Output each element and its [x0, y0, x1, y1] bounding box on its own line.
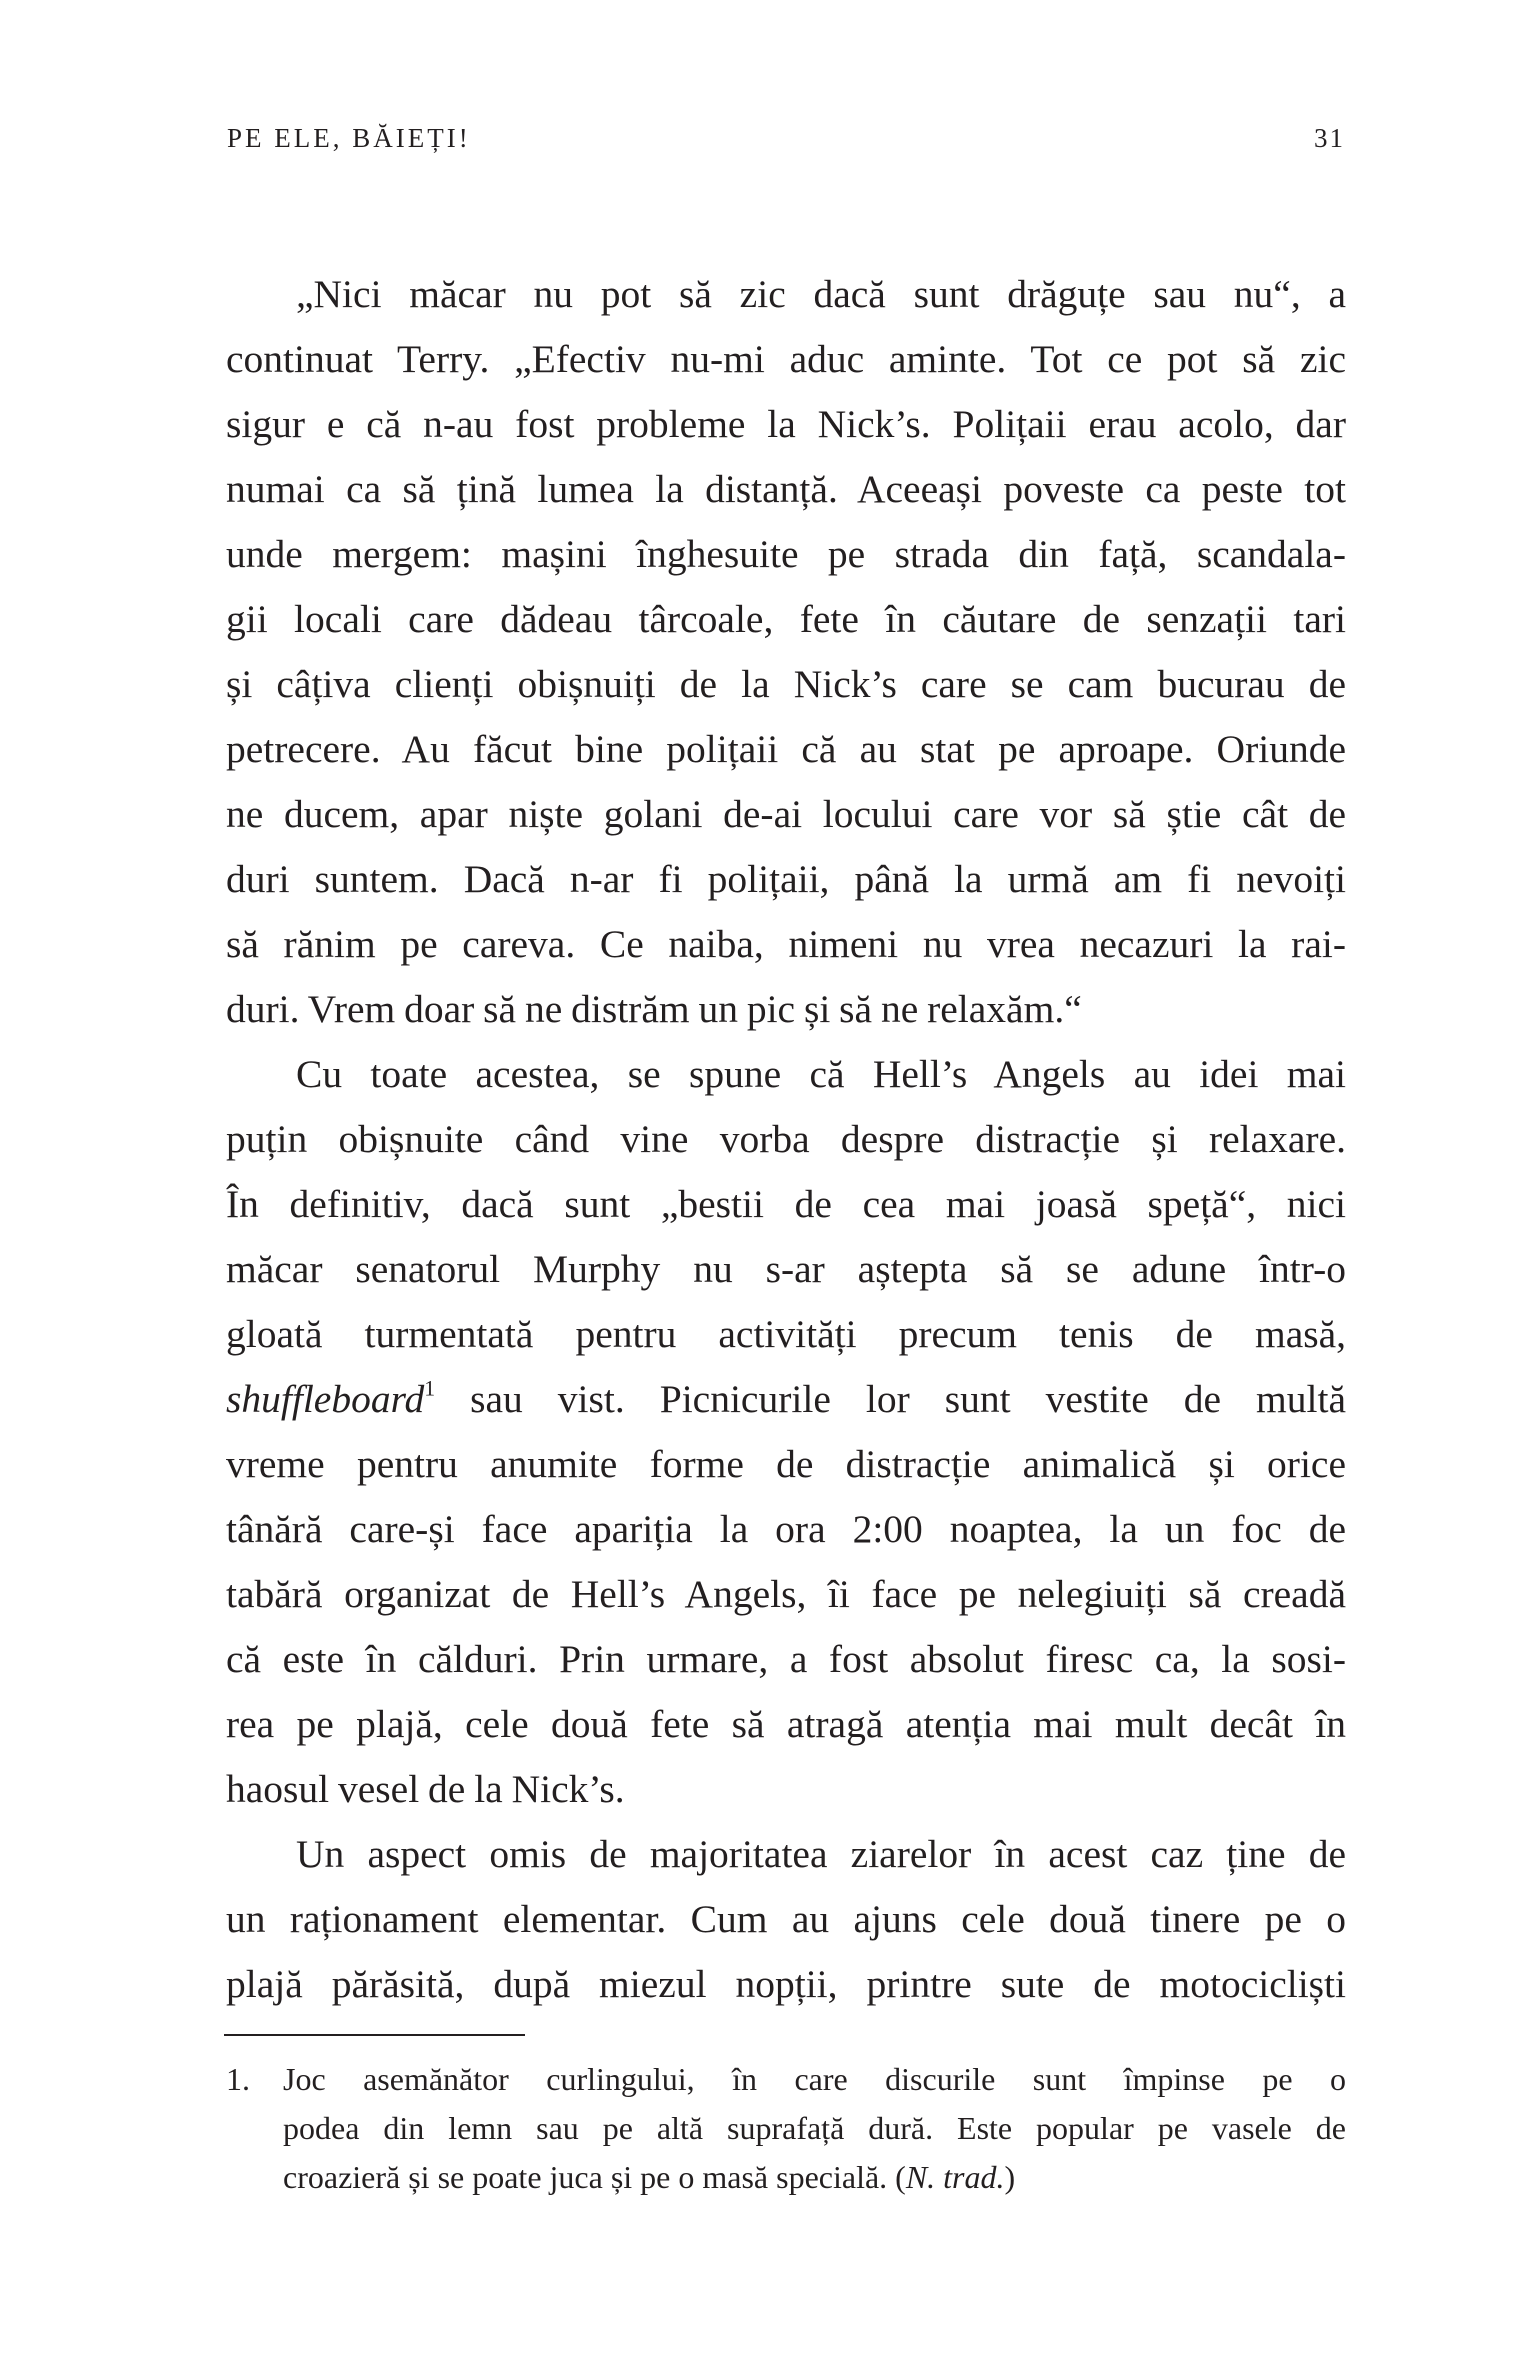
- footnotes: [226, 2055, 1346, 2202]
- body-line: rea pe plajă, cele două fete să atragă atenția mai mult decât în: [226, 1702, 1346, 1746]
- body-line: gloată turmentată pentru activități precum tenis de masă,: [226, 1312, 1346, 1356]
- translator-note-close: ): [1004, 2159, 1016, 2195]
- body-line-with-footnote-ref: [226, 1367, 1346, 1432]
- body-line: numai ca să țină lumea la distanță. Aceeași poveste ca peste tot: [226, 467, 1346, 511]
- body-line: haosul vesel de la Nick’s.: [226, 1767, 625, 1811]
- body-line: sigur e că n-au fost probleme la Nick’s. Polițaii erau acolo, dar: [226, 402, 1346, 446]
- body-line: Un aspect omis de majoritatea ziarelor în acest caz ține de: [296, 1832, 1346, 1876]
- body-line: vreme pentru anumite forme de distracție animalică și orice: [226, 1442, 1346, 1486]
- footnote-text: croazieră și se poate juca și pe o masă specială. (: [283, 2159, 906, 2195]
- translator-note-trad: trad.: [943, 2159, 1005, 2195]
- body-line: gii locali care dădeau târcoale, fete în căutare de senzații tari: [226, 597, 1346, 641]
- footnote-item: [226, 2055, 1346, 2202]
- footnote-line-last: [283, 2153, 1346, 2202]
- footnote-number: 1.: [226, 2061, 250, 2097]
- body-line: duri. Vrem doar să ne distrăm un pic și să ne relaxăm.“: [226, 987, 1082, 1031]
- footnote-reference[interactable]: 1: [424, 1376, 436, 1401]
- body-line: În definitiv, dacă sunt „bestii de cea mai joasă speță“, nici: [226, 1182, 1346, 1226]
- footnote-line: podea din lemn sau pe altă suprafață dură. Este popular pe vasele de: [283, 2110, 1346, 2146]
- running-head: [227, 118, 1345, 158]
- body-text: [226, 262, 1346, 2017]
- body-line: și câțiva clienți obișnuiți de la Nick’s care se cam bucurau de: [226, 662, 1346, 706]
- body-line: continuat Terry. „Efectiv nu-mi aduc aminte. Tot ce pot să zic: [226, 337, 1346, 381]
- body-line: că este în călduri. Prin urmare, a fost absolut firesc ca, la sosi-: [226, 1637, 1346, 1681]
- footnote-line: Joc asemănător curlingului, în care discurile sunt împinse pe o: [283, 2061, 1346, 2097]
- body-line: un raționament elementar. Cum au ajuns cele două tinere pe o: [226, 1897, 1346, 1941]
- body-line: tabără organizat de Hell’s Angels, îi face pe nelegiuiți să creadă: [226, 1572, 1346, 1616]
- body-line: puțin obișnuite când vine vorba despre distracție și relaxare.: [226, 1117, 1346, 1161]
- page-number: 31: [1314, 123, 1345, 153]
- italic-term: shuffleboard: [226, 1377, 425, 1421]
- body-line: măcar senatorul Murphy nu s-ar aștepta să se adune într-o: [226, 1247, 1346, 1291]
- body-line: petrecere. Au făcut bine polițaii că au stat pe aproape. Oriunde: [226, 727, 1346, 771]
- body-line: duri suntem. Dacă n-ar fi polițaii, până la urmă am fi nevoiți: [226, 857, 1346, 901]
- body-line: Cu toate acestea, se spune că Hell’s Angels au idei mai: [296, 1052, 1346, 1096]
- body-line: plajă părăsită, după miezul nopții, printre sute de motocicliști: [226, 1962, 1346, 2006]
- body-line: să rănim pe careva. Ce naiba, nimeni nu vrea necazuri la rai-: [226, 922, 1346, 966]
- body-line: unde mergem: mașini înghesuite pe strada din față, scandala-: [226, 532, 1346, 576]
- body-line: tânără care-și face apariția la ora 2:00 noaptea, la un foc de: [226, 1507, 1346, 1551]
- body-line: „Nici măcar nu pot să zic dacă sunt drăguțe sau nu“, a: [296, 272, 1346, 316]
- footnote-separator: [224, 2034, 525, 2036]
- translator-note-n: N.: [905, 2159, 936, 2195]
- body-line-rest: sau vist. Picnicurile lor sunt vestite de multă: [470, 1377, 1346, 1421]
- running-title: PE ELE, BĂIEȚI!: [227, 123, 471, 153]
- body-line: ne ducem, apar niște golani de-ai locului care vor să știe cât de: [226, 792, 1346, 836]
